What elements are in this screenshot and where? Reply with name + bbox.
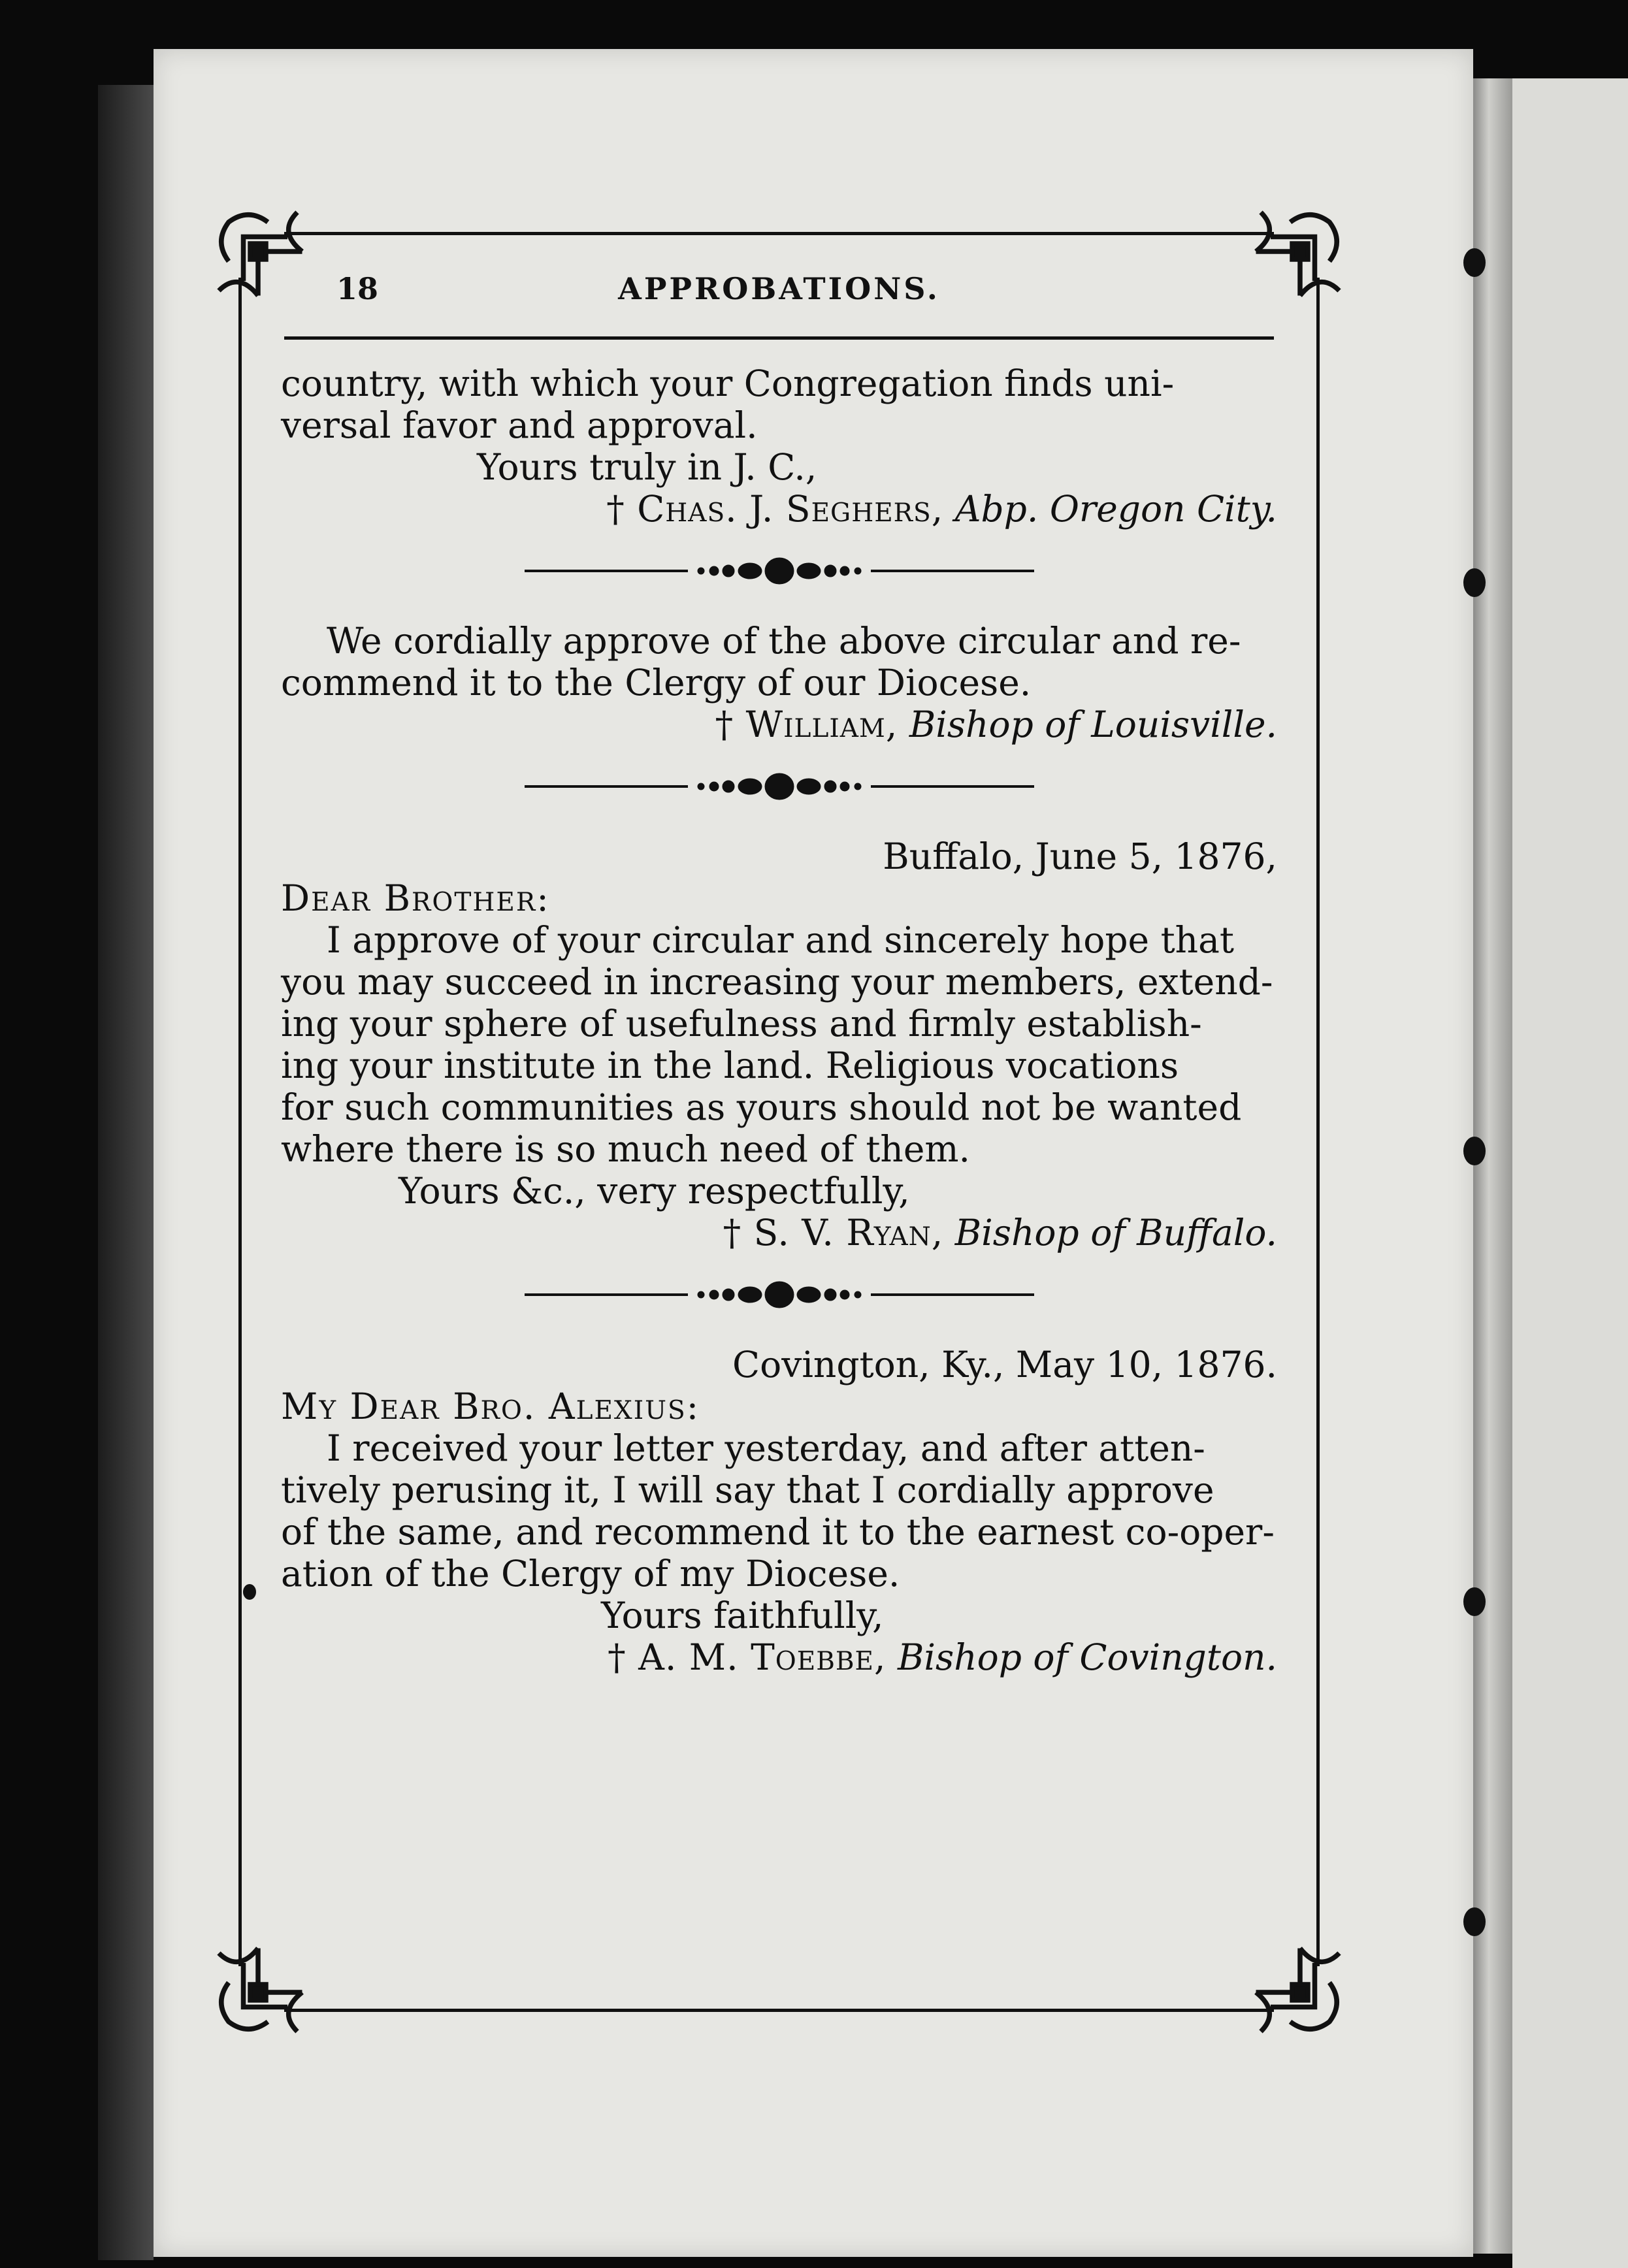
- page-body: [281, 363, 1277, 1678]
- binding-stitch: [1463, 568, 1486, 597]
- body-line: country, with which your Congregation finds uni-: [281, 363, 1175, 404]
- facing-page: [1512, 78, 1628, 2268]
- signature: [281, 488, 1277, 530]
- body-line: tively perusing it, I will say that I cordially approve: [281, 1469, 1214, 1511]
- signature-title: Bishop of Buffalo.: [954, 1212, 1277, 1254]
- signature-name: † Chas. J. Seghers,: [606, 488, 944, 530]
- corner-ornament-icon: [209, 1943, 307, 2041]
- signature-title: Bishop of Covington.: [897, 1636, 1277, 1678]
- salutation: My Dear Bro. Alexius:: [281, 1385, 700, 1427]
- page-number: 18: [336, 271, 379, 306]
- signature: [281, 704, 1277, 745]
- frame-rule-left: [238, 278, 242, 1966]
- section-divider-ornament: [281, 1272, 1277, 1318]
- body-line: versal favor and approval.: [281, 404, 758, 446]
- page-header: [284, 271, 1274, 323]
- signature-name: † S. V. Ryan,: [723, 1212, 944, 1254]
- binding-stitch: [1463, 1587, 1486, 1616]
- signature-name: † A. M. Toebbe,: [608, 1636, 887, 1678]
- salutation: Dear Brother:: [281, 877, 550, 919]
- binding-stitch: [1463, 248, 1486, 277]
- book-binding-shadow: [98, 85, 154, 2260]
- closing: Yours &c., very respectfully,: [399, 1170, 910, 1212]
- body-line: for such communities as yours should not be wanted: [281, 1086, 1242, 1128]
- body-line: where there is so much need of them.: [281, 1128, 971, 1170]
- body-line: of the same, and recommend it to the earnest co-oper-: [281, 1511, 1275, 1553]
- binding-stitch: [1463, 1907, 1486, 1936]
- body-line: ing your sphere of usefulness and firmly establish-: [281, 1003, 1202, 1045]
- binding-stitch: [1463, 1137, 1486, 1165]
- body-line: you may succeed in increasing your members, extend-: [281, 961, 1273, 1003]
- signature-title: Abp. Oregon City.: [954, 488, 1277, 530]
- signature-name: † William,: [715, 704, 898, 745]
- signature: [281, 1212, 1277, 1254]
- dateline: Buffalo, June 5, 1876,: [883, 835, 1277, 877]
- body-line: ing your institute in the land. Religious vocations: [281, 1045, 1179, 1086]
- body-line: I received your letter yesterday, and after atten-: [327, 1427, 1205, 1469]
- letter-ryan: [281, 835, 1277, 1254]
- section-divider-ornament: [281, 548, 1277, 594]
- body-line: ation of the Clergy of my Diocese.: [281, 1553, 900, 1595]
- frame-rule-bottom: [284, 2009, 1274, 2012]
- body-line: We cordially approve of the above circular and re-: [327, 620, 1241, 662]
- header-rule: [284, 336, 1274, 340]
- letter-toebbe: [281, 1344, 1277, 1678]
- page-frame: [238, 232, 1320, 2012]
- body-line: I approve of your circular and sincerely hope that: [327, 919, 1234, 961]
- signature-title: Bishop of Louisville.: [909, 704, 1277, 745]
- signature: [281, 1636, 1277, 1678]
- closing: Yours faithfully,: [601, 1595, 884, 1636]
- dateline: Covington, Ky., May 10, 1876.: [732, 1344, 1277, 1385]
- letter-william: [281, 620, 1277, 745]
- section-divider-ornament: [281, 764, 1277, 809]
- running-head: APPROBATIONS.: [618, 271, 940, 306]
- corner-ornament-icon: [1251, 1943, 1349, 2041]
- frame-rule-right: [1316, 278, 1320, 1966]
- letter-seghers: [281, 363, 1277, 530]
- frame-rule-top: [284, 232, 1274, 235]
- closing: Yours truly in J. C.,: [477, 446, 817, 488]
- body-line: commend it to the Clergy of our Diocese.: [281, 662, 1032, 704]
